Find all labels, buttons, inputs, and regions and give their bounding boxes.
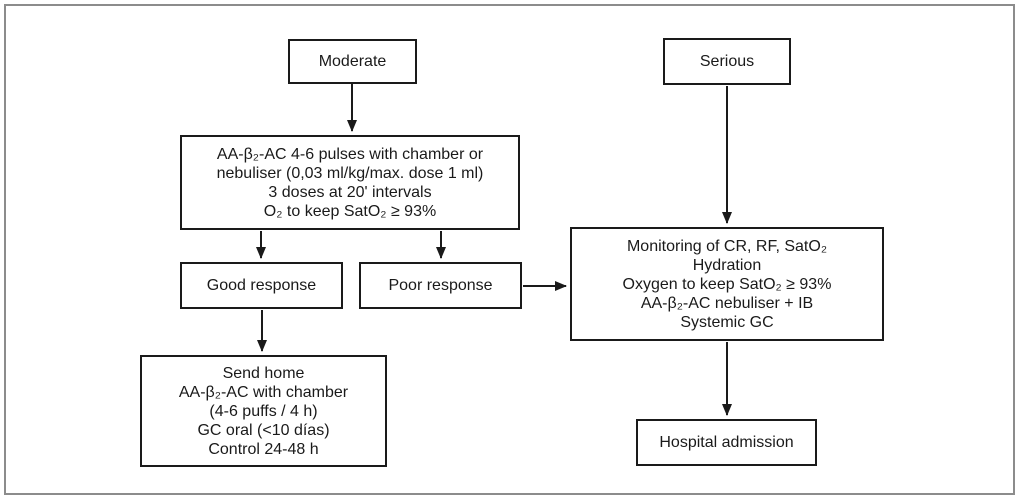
node-moderate [288,39,417,84]
moderate-treatment-line-3: 3 doses at 20' intervals [268,183,432,201]
moderate-treatment-line-2: nebuliser (0,03 ml/kg/max. dose 1 ml) [216,164,484,182]
send-home-line-5: Control 24-48 h [208,440,319,458]
node-serious-treatment [570,227,884,341]
node-good-response [180,262,343,309]
serious-treatment-line-3: Oxygen to keep SatO₂ ≥ 93% [622,275,832,293]
good-response-label: Good response [206,277,317,294]
serious-treatment-line-4: AA-β₂-AC nebuliser + IB [640,294,814,312]
send-home-line-4: GC oral (<10 días) [197,421,330,439]
send-home-line-1: Send home [222,364,305,382]
node-serious [663,38,791,85]
node-poor-response [359,262,522,309]
moderate-treatment-line-1: AA-β₂-AC 4-6 pulses with chamber or [216,145,484,163]
send-home-line-2: AA-β₂-AC with chamber [178,383,349,401]
poor-response-label: Poor response [388,277,493,294]
hospital-admission-label: Hospital admission [659,434,794,451]
moderate-treatment-line-4: O₂ to keep SatO₂ ≥ 93% [263,202,437,220]
node-moderate-label: Moderate [318,53,387,70]
node-moderate-treatment [180,135,520,230]
node-send-home [140,355,387,467]
serious-treatment-line-5: Systemic GC [680,313,774,331]
node-serious-label: Serious [699,53,755,70]
serious-treatment-line-2: Hydration [692,256,762,274]
send-home-line-3: (4-6 puffs / 4 h) [209,402,318,420]
serious-treatment-line-1: Monitoring of CR, RF, SatO₂ [626,237,828,255]
node-hospital-admission [636,419,817,466]
